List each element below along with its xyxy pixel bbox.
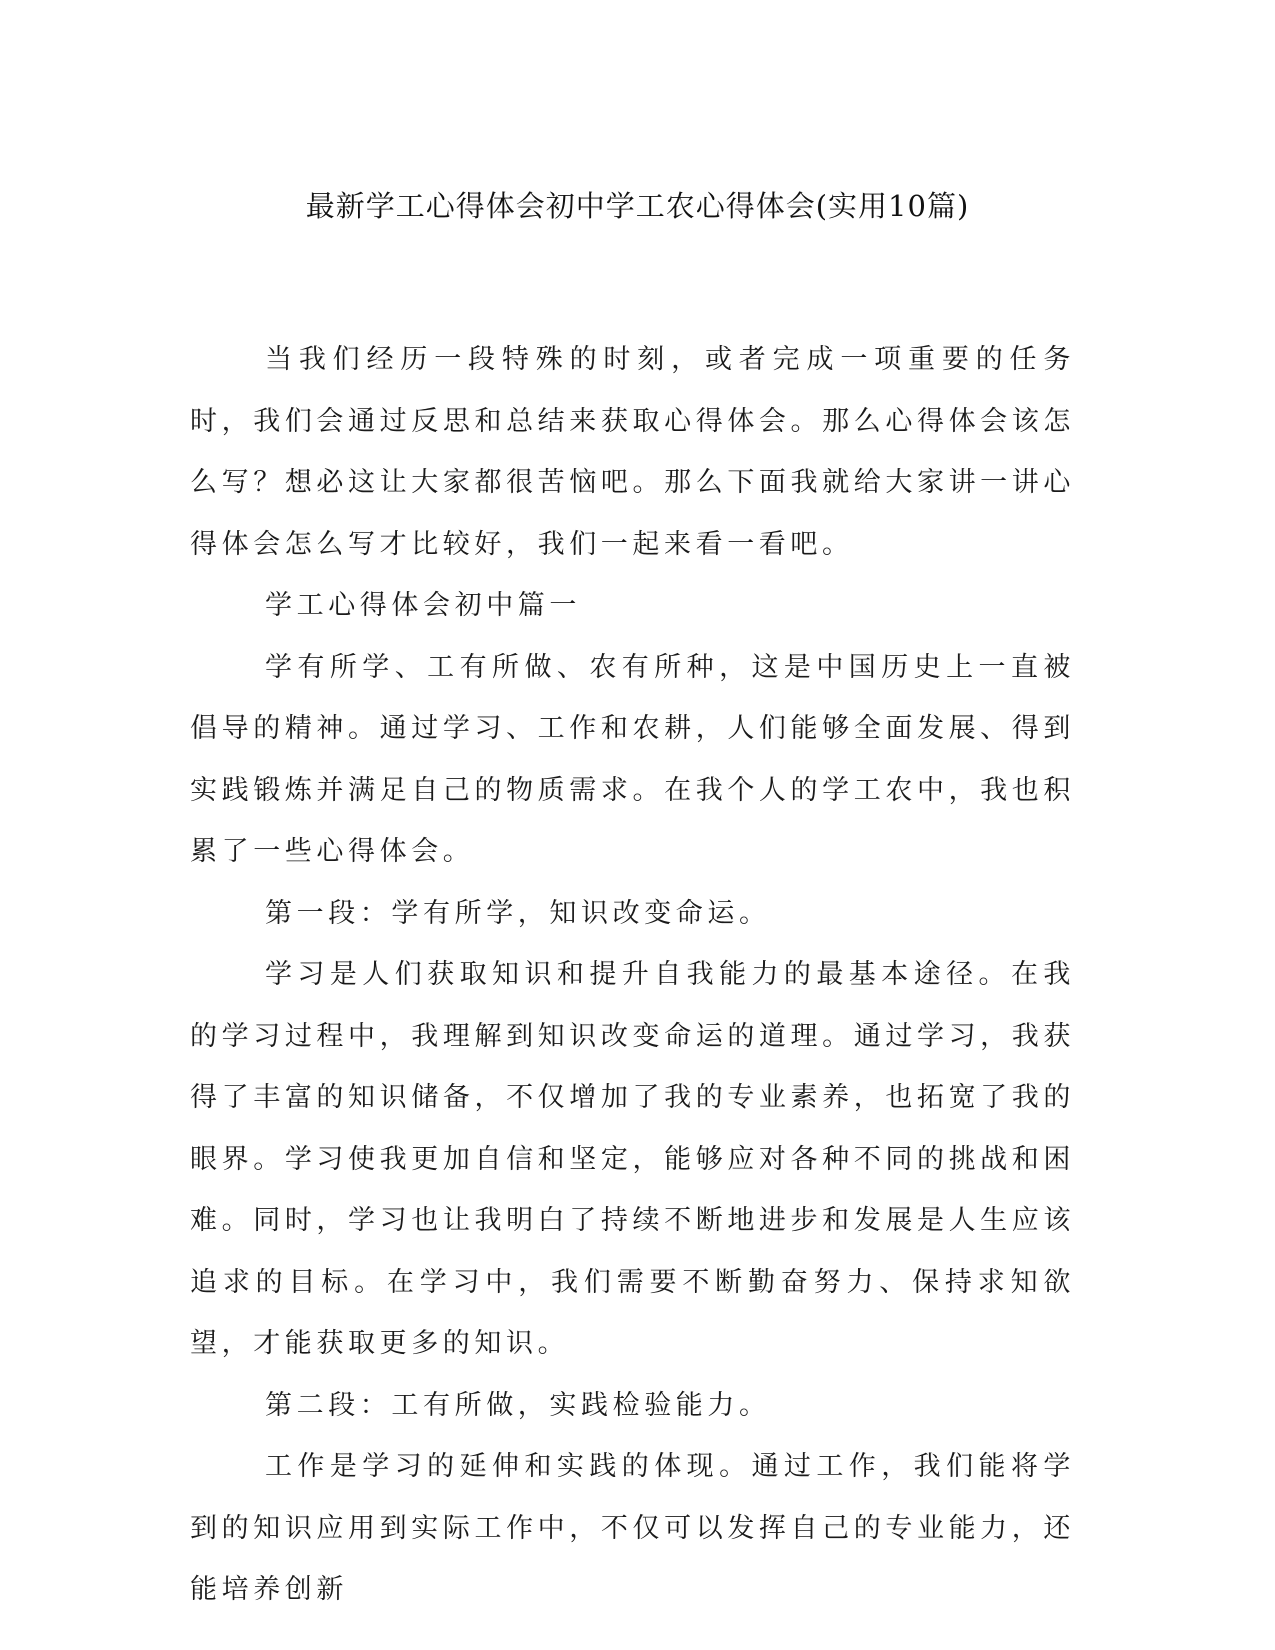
body-paragraph: 工作是学习的延伸和实践的体现。通过工作，我们能将学到的知识应用到实际工作中，不仅可以发挥自己的专业能力，还能培养创新 [190,1451,1075,1605]
document-body [190,329,1075,1621]
document-title: 最新学工心得体会初中学工农心得体会(实用10篇) [305,189,970,223]
body-paragraph: 学有所学、工有所做、农有所种，这是中国历史上一直被倡导的精神。通过学习、工作和农耕，人们能够全面发展、得到实践锻炼并满足自己的物质需求。在我个人的学工农中，我也积累了一些心得体会。 [190,651,1075,867]
section-heading: 学工心得体会初中篇一 [265,590,581,621]
subsection-heading: 第一段：学有所学，知识改变命运。 [265,897,771,929]
body-paragraph: 学习是人们获取知识和提升自我能力的最基本途径。在我的学习过程中，我理解到知识改变命运的道理。通过学习，我获得了丰富的知识储备，不仅增加了我的专业素养，也拓宽了我的眼界。学习使我更加自信和坚定，能够应对各种不同的挑战和困难。同时，学习也让我明白了持续不断地进步和发展是人生应该追求的目标。在学习中，我们需要不断勤奋努力、保持求知欲望，才能获取更多的知识。 [190,959,1075,1359]
subsection-heading: 第二段：工有所做，实践检验能力。 [265,1389,771,1421]
intro-paragraph: 当我们经历一段特殊的时刻，或者完成一项重要的任务时，我们会通过反思和总结来获取心得体会。那么心得体会该怎么写？想必这让大家都很苦恼吧。那么下面我就给大家讲一讲心得体会怎么写才比较好，我们一起来看一看吧。 [190,344,1075,560]
